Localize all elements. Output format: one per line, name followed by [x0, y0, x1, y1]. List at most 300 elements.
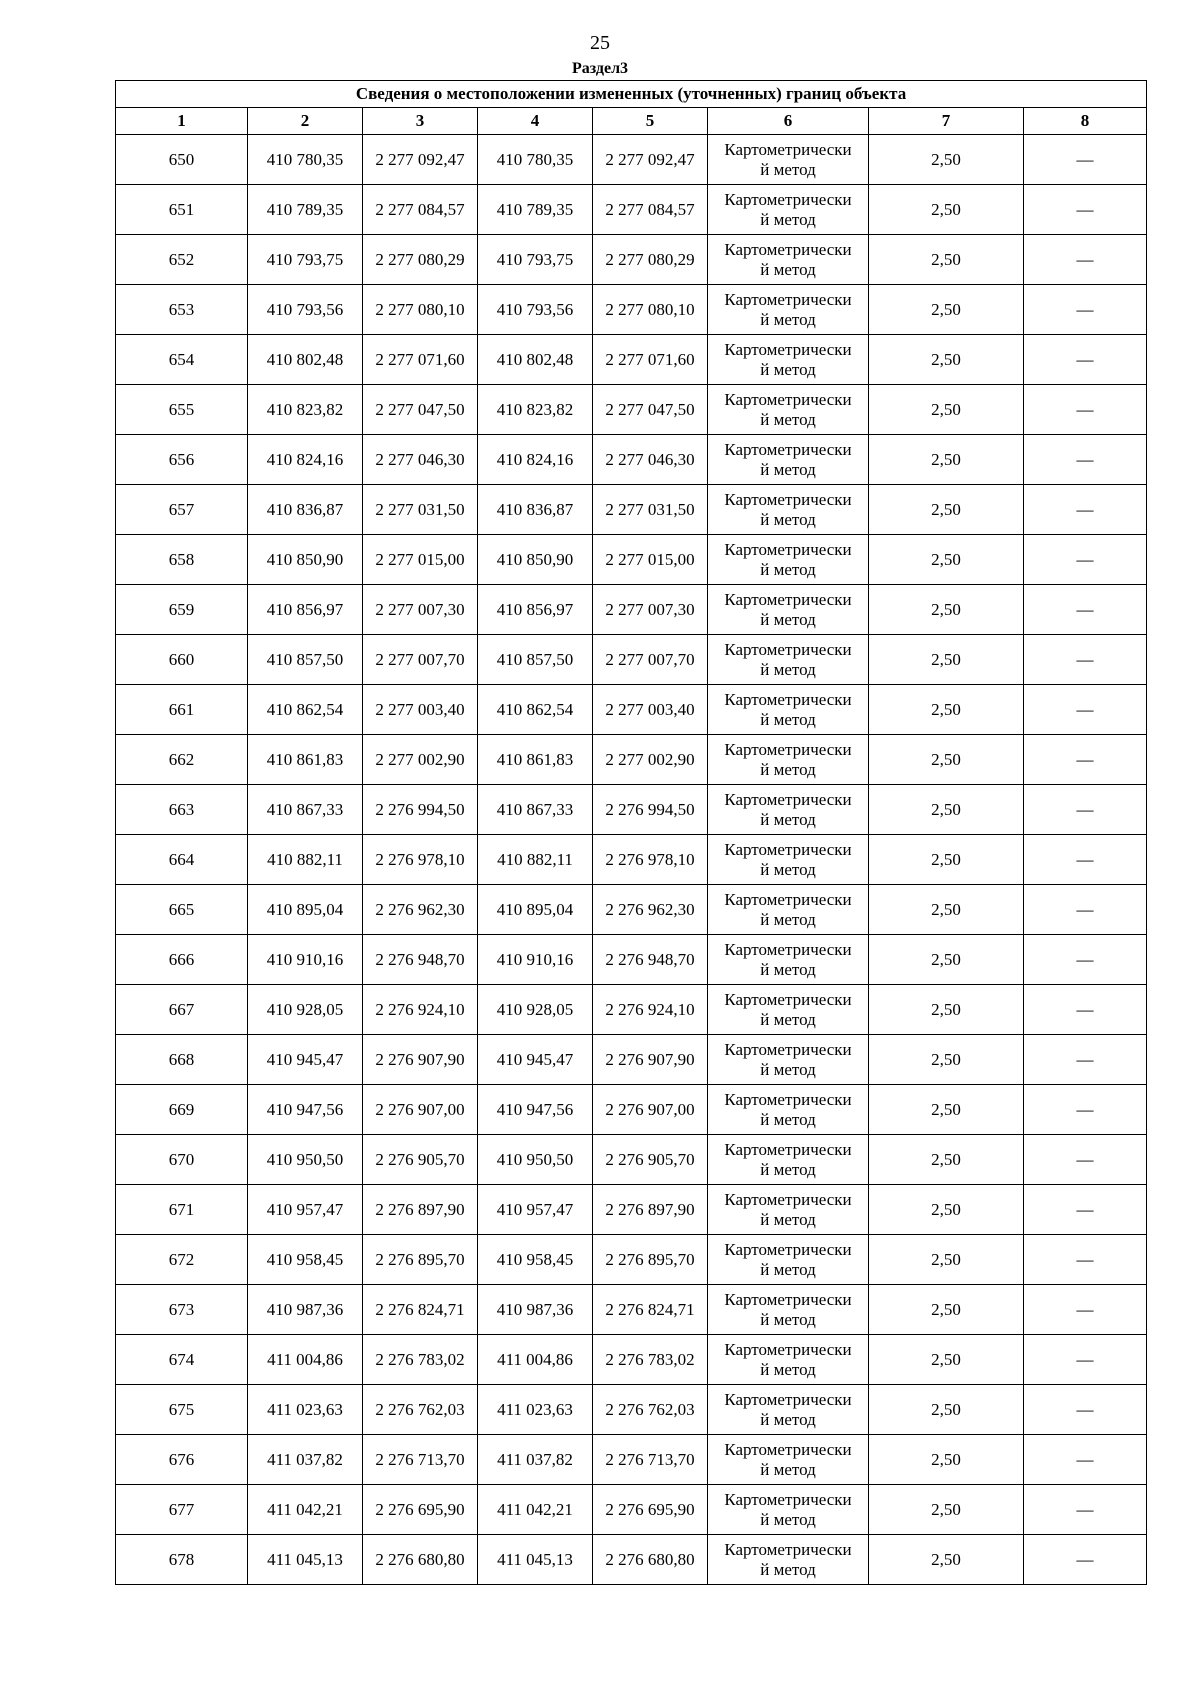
note-cell: —	[1024, 935, 1147, 985]
method-label: Картометрически й метод	[724, 1289, 852, 1329]
column-number-2: 2	[248, 108, 363, 135]
existing-y-cell: 2 276 962,30	[363, 885, 478, 935]
existing-y-cell: 2 277 015,00	[363, 535, 478, 585]
accuracy-cell: 2,50	[869, 835, 1024, 885]
existing-x-cell: 410 987,36	[248, 1285, 363, 1335]
existing-x-cell: 410 857,50	[248, 635, 363, 685]
accuracy-cell: 2,50	[869, 735, 1024, 785]
existing-x-cell: 410 867,33	[248, 785, 363, 835]
note-cell: —	[1024, 1185, 1147, 1235]
new-y-cell: 2 276 895,70	[593, 1235, 708, 1285]
point-number-cell: 677	[116, 1485, 248, 1535]
method-cell	[708, 1035, 869, 1085]
note-cell: —	[1024, 385, 1147, 435]
new-y-cell: 2 277 080,10	[593, 285, 708, 335]
method-label: Картометрически й метод	[724, 589, 852, 629]
method-label: Картометрически й метод	[724, 1089, 852, 1129]
new-x-cell: 410 802,48	[478, 335, 593, 385]
accuracy-cell: 2,50	[869, 135, 1024, 185]
existing-y-cell: 2 277 080,29	[363, 235, 478, 285]
note-cell: —	[1024, 735, 1147, 785]
new-x-cell: 410 958,45	[478, 1235, 593, 1285]
accuracy-cell: 2,50	[869, 485, 1024, 535]
note-cell: —	[1024, 535, 1147, 585]
method-cell	[708, 985, 869, 1035]
new-x-cell: 410 928,05	[478, 985, 593, 1035]
table-row	[116, 335, 1147, 385]
method-label: Картометрически й метод	[724, 139, 852, 179]
existing-y-cell: 2 277 031,50	[363, 485, 478, 535]
method-cell	[708, 935, 869, 985]
method-cell	[708, 1335, 869, 1385]
method-cell	[708, 285, 869, 335]
existing-y-cell: 2 277 003,40	[363, 685, 478, 735]
column-number-4: 4	[478, 108, 593, 135]
page-number: 25	[590, 32, 610, 54]
new-y-cell: 2 277 007,70	[593, 635, 708, 685]
existing-y-cell: 2 276 680,80	[363, 1535, 478, 1585]
new-y-cell: 2 276 948,70	[593, 935, 708, 985]
method-cell	[708, 1135, 869, 1185]
new-x-cell: 410 824,16	[478, 435, 593, 485]
existing-y-cell: 2 276 824,71	[363, 1285, 478, 1335]
new-x-cell: 410 945,47	[478, 1035, 593, 1085]
existing-x-cell: 410 793,75	[248, 235, 363, 285]
accuracy-cell: 2,50	[869, 885, 1024, 935]
new-x-cell: 410 862,54	[478, 685, 593, 735]
point-number-cell: 650	[116, 135, 248, 185]
method-cell	[708, 635, 869, 685]
method-cell	[708, 1435, 869, 1485]
accuracy-cell: 2,50	[869, 285, 1024, 335]
point-number-cell: 666	[116, 935, 248, 985]
existing-y-cell: 2 276 695,90	[363, 1485, 478, 1535]
existing-x-cell: 410 910,16	[248, 935, 363, 985]
method-label: Картометрически й метод	[724, 1189, 852, 1229]
accuracy-cell: 2,50	[869, 335, 1024, 385]
table-row	[116, 1085, 1147, 1135]
existing-x-cell: 410 793,56	[248, 285, 363, 335]
accuracy-cell: 2,50	[869, 1235, 1024, 1285]
accuracy-cell: 2,50	[869, 635, 1024, 685]
point-number-cell: 665	[116, 885, 248, 935]
note-cell: —	[1024, 135, 1147, 185]
method-cell	[708, 785, 869, 835]
section-title: Раздел3	[571, 60, 629, 77]
method-label: Картометрически й метод	[724, 1239, 852, 1279]
point-number-cell: 662	[116, 735, 248, 785]
table-row	[116, 1035, 1147, 1085]
table-row	[116, 285, 1147, 335]
column-number-3: 3	[363, 108, 478, 135]
new-x-cell: 411 045,13	[478, 1535, 593, 1585]
accuracy-cell: 2,50	[869, 585, 1024, 635]
existing-x-cell: 410 945,47	[248, 1035, 363, 1085]
note-cell: —	[1024, 1435, 1147, 1485]
new-x-cell: 410 861,83	[478, 735, 593, 785]
table-body	[116, 135, 1147, 1585]
new-y-cell: 2 276 978,10	[593, 835, 708, 885]
existing-x-cell: 410 823,82	[248, 385, 363, 435]
new-x-cell: 410 856,97	[478, 585, 593, 635]
new-x-cell: 410 867,33	[478, 785, 593, 835]
existing-x-cell: 410 789,35	[248, 185, 363, 235]
note-cell: —	[1024, 485, 1147, 535]
existing-y-cell: 2 277 007,30	[363, 585, 478, 635]
table-row	[116, 485, 1147, 535]
accuracy-cell: 2,50	[869, 1135, 1024, 1185]
table-row	[116, 435, 1147, 485]
new-y-cell: 2 276 905,70	[593, 1135, 708, 1185]
new-x-cell: 410 836,87	[478, 485, 593, 535]
existing-y-cell: 2 276 783,02	[363, 1335, 478, 1385]
existing-x-cell: 411 042,21	[248, 1485, 363, 1535]
method-label: Картометрически й метод	[724, 739, 852, 779]
new-x-cell: 410 895,04	[478, 885, 593, 935]
note-cell: —	[1024, 585, 1147, 635]
new-y-cell: 2 276 924,10	[593, 985, 708, 1035]
note-cell: —	[1024, 1335, 1147, 1385]
existing-y-cell: 2 276 907,90	[363, 1035, 478, 1085]
existing-x-cell: 410 950,50	[248, 1135, 363, 1185]
existing-x-cell: 410 862,54	[248, 685, 363, 735]
method-cell	[708, 385, 869, 435]
method-cell	[708, 335, 869, 385]
note-cell: —	[1024, 685, 1147, 735]
method-label: Картометрически й метод	[724, 889, 852, 929]
new-y-cell: 2 276 907,00	[593, 1085, 708, 1135]
new-y-cell: 2 277 031,50	[593, 485, 708, 535]
accuracy-cell: 2,50	[869, 1435, 1024, 1485]
new-x-cell: 410 857,50	[478, 635, 593, 685]
method-cell	[708, 435, 869, 485]
new-y-cell: 2 276 962,30	[593, 885, 708, 935]
method-label: Картометрически й метод	[724, 1539, 852, 1579]
point-number-cell: 654	[116, 335, 248, 385]
existing-y-cell: 2 276 994,50	[363, 785, 478, 835]
existing-y-cell: 2 277 007,70	[363, 635, 478, 685]
existing-x-cell: 410 882,11	[248, 835, 363, 885]
accuracy-cell: 2,50	[869, 985, 1024, 1035]
new-x-cell: 410 793,56	[478, 285, 593, 335]
method-label: Картометрически й метод	[724, 1039, 852, 1079]
note-cell: —	[1024, 335, 1147, 385]
existing-x-cell: 411 037,82	[248, 1435, 363, 1485]
method-cell	[708, 585, 869, 635]
accuracy-cell: 2,50	[869, 685, 1024, 735]
existing-y-cell: 2 276 907,00	[363, 1085, 478, 1135]
method-cell	[708, 1085, 869, 1135]
note-cell: —	[1024, 1085, 1147, 1135]
existing-x-cell: 410 947,56	[248, 1085, 363, 1135]
table-row	[116, 1235, 1147, 1285]
existing-x-cell: 410 958,45	[248, 1235, 363, 1285]
accuracy-cell: 2,50	[869, 785, 1024, 835]
new-x-cell: 411 037,82	[478, 1435, 593, 1485]
existing-y-cell: 2 276 978,10	[363, 835, 478, 885]
new-x-cell: 410 987,36	[478, 1285, 593, 1335]
note-cell: —	[1024, 1385, 1147, 1435]
existing-x-cell: 411 004,86	[248, 1335, 363, 1385]
existing-x-cell: 410 802,48	[248, 335, 363, 385]
note-cell: —	[1024, 985, 1147, 1035]
new-y-cell: 2 277 092,47	[593, 135, 708, 185]
new-y-cell: 2 276 680,80	[593, 1535, 708, 1585]
accuracy-cell: 2,50	[869, 185, 1024, 235]
table-row	[116, 1435, 1147, 1485]
table-caption: Сведения о местоположении измененных (уточненных) границ объекта	[116, 81, 1147, 108]
existing-y-cell: 2 277 002,90	[363, 735, 478, 785]
method-label: Картометрически й метод	[724, 389, 852, 429]
existing-y-cell: 2 276 924,10	[363, 985, 478, 1035]
note-cell: —	[1024, 835, 1147, 885]
method-label: Картометрически й метод	[724, 489, 852, 529]
method-cell	[708, 235, 869, 285]
method-label: Картометрически й метод	[724, 1339, 852, 1379]
table-row	[116, 535, 1147, 585]
table-row	[116, 1285, 1147, 1335]
accuracy-cell: 2,50	[869, 435, 1024, 485]
column-number-8: 8	[1024, 108, 1147, 135]
existing-y-cell: 2 276 897,90	[363, 1185, 478, 1235]
point-number-cell: 667	[116, 985, 248, 1035]
existing-x-cell: 410 850,90	[248, 535, 363, 585]
method-cell	[708, 1285, 869, 1335]
new-y-cell: 2 277 071,60	[593, 335, 708, 385]
method-label: Картометрически й метод	[724, 689, 852, 729]
table-row	[116, 685, 1147, 735]
point-number-cell: 659	[116, 585, 248, 635]
method-cell	[708, 685, 869, 735]
existing-y-cell: 2 277 092,47	[363, 135, 478, 185]
note-cell: —	[1024, 635, 1147, 685]
new-y-cell: 2 277 046,30	[593, 435, 708, 485]
point-number-cell: 657	[116, 485, 248, 535]
point-number-cell: 651	[116, 185, 248, 235]
point-number-cell: 658	[116, 535, 248, 585]
table-row	[116, 1185, 1147, 1235]
point-number-cell: 655	[116, 385, 248, 435]
new-y-cell: 2 276 783,02	[593, 1335, 708, 1385]
method-label: Картометрически й метод	[724, 339, 852, 379]
new-x-cell: 410 789,35	[478, 185, 593, 235]
table-row	[116, 1335, 1147, 1385]
method-cell	[708, 835, 869, 885]
existing-y-cell: 2 276 948,70	[363, 935, 478, 985]
existing-y-cell: 2 277 046,30	[363, 435, 478, 485]
method-label: Картометрически й метод	[724, 1389, 852, 1429]
coordinates-table	[115, 80, 1147, 1585]
method-label: Картометрически й метод	[724, 539, 852, 579]
new-y-cell: 2 276 907,90	[593, 1035, 708, 1085]
existing-x-cell: 411 045,13	[248, 1535, 363, 1585]
table-row	[116, 135, 1147, 185]
existing-y-cell: 2 276 905,70	[363, 1135, 478, 1185]
table-row	[116, 835, 1147, 885]
existing-y-cell: 2 277 084,57	[363, 185, 478, 235]
accuracy-cell: 2,50	[869, 385, 1024, 435]
method-label: Картометрически й метод	[724, 1489, 852, 1529]
accuracy-cell: 2,50	[869, 235, 1024, 285]
new-x-cell: 410 780,35	[478, 135, 593, 185]
existing-y-cell: 2 276 762,03	[363, 1385, 478, 1435]
existing-x-cell: 410 861,83	[248, 735, 363, 785]
new-y-cell: 2 277 007,30	[593, 585, 708, 635]
method-label: Картометрически й метод	[724, 939, 852, 979]
point-number-cell: 675	[116, 1385, 248, 1435]
new-x-cell: 410 950,50	[478, 1135, 593, 1185]
point-number-cell: 672	[116, 1235, 248, 1285]
point-number-cell: 656	[116, 435, 248, 485]
method-cell	[708, 735, 869, 785]
note-cell: —	[1024, 885, 1147, 935]
method-cell	[708, 1185, 869, 1235]
new-x-cell: 410 823,82	[478, 385, 593, 435]
point-number-cell: 668	[116, 1035, 248, 1085]
new-y-cell: 2 276 713,70	[593, 1435, 708, 1485]
point-number-cell: 652	[116, 235, 248, 285]
table-row	[116, 385, 1147, 435]
method-cell	[708, 1485, 869, 1535]
point-number-cell: 671	[116, 1185, 248, 1235]
existing-x-cell: 410 780,35	[248, 135, 363, 185]
existing-x-cell: 411 023,63	[248, 1385, 363, 1435]
method-cell	[708, 535, 869, 585]
column-number-row	[116, 108, 1147, 135]
table-row	[116, 785, 1147, 835]
table-row	[116, 735, 1147, 785]
column-number-7: 7	[869, 108, 1024, 135]
existing-x-cell: 410 824,16	[248, 435, 363, 485]
new-x-cell: 410 882,11	[478, 835, 593, 885]
new-x-cell: 411 023,63	[478, 1385, 593, 1435]
method-cell	[708, 135, 869, 185]
table-row	[116, 1135, 1147, 1185]
table-row	[116, 1535, 1147, 1585]
accuracy-cell: 2,50	[869, 1185, 1024, 1235]
method-label: Картометрически й метод	[724, 289, 852, 329]
point-number-cell: 661	[116, 685, 248, 735]
note-cell: —	[1024, 1285, 1147, 1335]
accuracy-cell: 2,50	[869, 935, 1024, 985]
note-cell: —	[1024, 435, 1147, 485]
table-row	[116, 635, 1147, 685]
note-cell: —	[1024, 1535, 1147, 1585]
method-label: Картометрически й метод	[724, 839, 852, 879]
method-cell	[708, 1535, 869, 1585]
column-number-1: 1	[116, 108, 248, 135]
new-x-cell: 411 042,21	[478, 1485, 593, 1535]
column-number-5: 5	[593, 108, 708, 135]
new-y-cell: 2 276 695,90	[593, 1485, 708, 1535]
existing-y-cell: 2 277 047,50	[363, 385, 478, 435]
point-number-cell: 669	[116, 1085, 248, 1135]
point-number-cell: 663	[116, 785, 248, 835]
accuracy-cell: 2,50	[869, 1485, 1024, 1535]
point-number-cell: 674	[116, 1335, 248, 1385]
table-row	[116, 985, 1147, 1035]
note-cell: —	[1024, 1135, 1147, 1185]
new-x-cell: 410 947,56	[478, 1085, 593, 1135]
method-label: Картометрически й метод	[724, 189, 852, 229]
point-number-cell: 664	[116, 835, 248, 885]
existing-x-cell: 410 957,47	[248, 1185, 363, 1235]
method-label: Картометрически й метод	[724, 639, 852, 679]
accuracy-cell: 2,50	[869, 1085, 1024, 1135]
table-row	[116, 885, 1147, 935]
table-row	[116, 235, 1147, 285]
new-y-cell: 2 277 047,50	[593, 385, 708, 435]
method-cell	[708, 185, 869, 235]
note-cell: —	[1024, 1035, 1147, 1085]
existing-y-cell: 2 276 713,70	[363, 1435, 478, 1485]
point-number-cell: 678	[116, 1535, 248, 1585]
point-number-cell: 676	[116, 1435, 248, 1485]
note-cell: —	[1024, 1235, 1147, 1285]
new-x-cell: 410 793,75	[478, 235, 593, 285]
method-label: Картометрически й метод	[724, 1139, 852, 1179]
accuracy-cell: 2,50	[869, 1385, 1024, 1435]
note-cell: —	[1024, 1485, 1147, 1535]
new-y-cell: 2 277 015,00	[593, 535, 708, 585]
point-number-cell: 670	[116, 1135, 248, 1185]
table-row	[116, 1385, 1147, 1435]
method-label: Картометрически й метод	[724, 239, 852, 279]
existing-y-cell: 2 276 895,70	[363, 1235, 478, 1285]
new-x-cell: 411 004,86	[478, 1335, 593, 1385]
existing-x-cell: 410 928,05	[248, 985, 363, 1035]
table-row	[116, 1485, 1147, 1535]
existing-y-cell: 2 277 071,60	[363, 335, 478, 385]
method-label: Картометрически й метод	[724, 989, 852, 1029]
accuracy-cell: 2,50	[869, 1285, 1024, 1335]
new-y-cell: 2 277 002,90	[593, 735, 708, 785]
method-label: Картометрически й метод	[724, 789, 852, 829]
table-row	[116, 585, 1147, 635]
existing-x-cell: 410 836,87	[248, 485, 363, 535]
table-row	[116, 185, 1147, 235]
note-cell: —	[1024, 285, 1147, 335]
accuracy-cell: 2,50	[869, 535, 1024, 585]
note-cell: —	[1024, 785, 1147, 835]
new-y-cell: 2 276 762,03	[593, 1385, 708, 1435]
column-number-6: 6	[708, 108, 869, 135]
existing-x-cell: 410 856,97	[248, 585, 363, 635]
existing-y-cell: 2 277 080,10	[363, 285, 478, 335]
point-number-cell: 653	[116, 285, 248, 335]
point-number-cell: 660	[116, 635, 248, 685]
new-y-cell: 2 277 084,57	[593, 185, 708, 235]
accuracy-cell: 2,50	[869, 1035, 1024, 1085]
new-y-cell: 2 277 080,29	[593, 235, 708, 285]
new-x-cell: 410 910,16	[478, 935, 593, 985]
note-cell: —	[1024, 235, 1147, 285]
accuracy-cell: 2,50	[869, 1335, 1024, 1385]
new-y-cell: 2 277 003,40	[593, 685, 708, 735]
method-label: Картометрически й метод	[724, 1439, 852, 1479]
note-cell: —	[1024, 185, 1147, 235]
new-x-cell: 410 850,90	[478, 535, 593, 585]
method-label: Картометрически й метод	[724, 439, 852, 479]
new-y-cell: 2 276 897,90	[593, 1185, 708, 1235]
point-number-cell: 673	[116, 1285, 248, 1335]
new-y-cell: 2 276 824,71	[593, 1285, 708, 1335]
method-cell	[708, 1235, 869, 1285]
new-y-cell: 2 276 994,50	[593, 785, 708, 835]
method-cell	[708, 885, 869, 935]
method-cell	[708, 1385, 869, 1435]
new-x-cell: 410 957,47	[478, 1185, 593, 1235]
